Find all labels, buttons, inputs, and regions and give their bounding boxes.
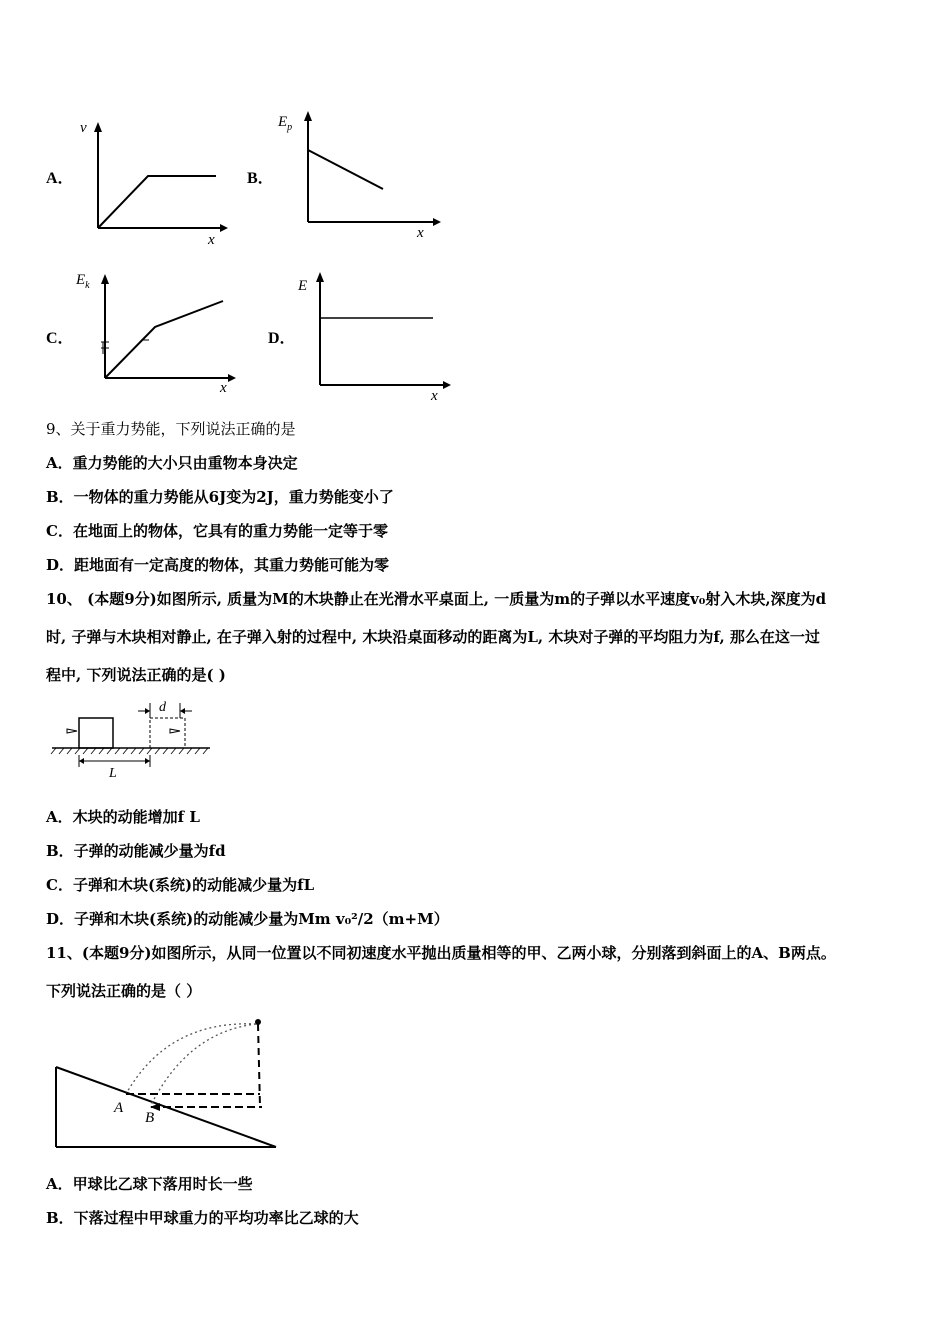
q11-option-a: A．甲球比乙球下落用时长一些 (46, 1175, 253, 1193)
q11-incline-figure (48, 1012, 288, 1157)
graph-option-d-label: D． (268, 330, 296, 347)
q10-option-c: C．子弹和木块(系统)的动能减少量为fL (46, 876, 315, 894)
graph-d-e-x (295, 268, 460, 403)
graph-b-x-label: x (417, 225, 424, 241)
graph-d-x-arrow (443, 381, 451, 389)
graph-d-x-label: x (431, 388, 438, 403)
graph-a-v-x (70, 110, 230, 250)
graph-c-y-arrow (101, 274, 109, 284)
graph-a-x-arrow (220, 224, 228, 232)
graph-c-x-label: x (220, 380, 227, 396)
q10-block-final (150, 718, 185, 748)
graph-option-b-label: B． (247, 170, 274, 187)
q10-stem-line1: 10、 (本题9分)如图所示, 质量为M的木块静止在光滑水平桌面上, 一质量为m的子弹以水平速度v₀射入木块,深度为d (46, 590, 827, 608)
graph-c-ek-x (75, 262, 245, 402)
graph-b-y-label: $E_p$ (278, 114, 293, 133)
graph-c-y-label: $E_k$ (76, 272, 90, 291)
q10-l-arrowhead-right (145, 758, 150, 764)
graph-option-a-label: A． (46, 170, 74, 187)
q11-trajectory-a (126, 1024, 256, 1094)
q10-d-arrowhead-left (145, 708, 150, 714)
q10-d-arrowhead-right (180, 708, 185, 714)
q11-point-a-label: A (114, 1100, 124, 1116)
q9-stem: 9、关于重力势能，下列说法正确的是 (46, 420, 296, 438)
q11-stem-line2: 下列说法正确的是（ ） (46, 982, 202, 1000)
q10-d-label: d (159, 700, 166, 715)
graph-d-y-label: E (298, 278, 308, 294)
q11-option-b: B．下落过程中甲球重力的平均功率比乙球的大 (46, 1209, 359, 1227)
q10-table-hatch (51, 748, 208, 754)
q10-l-label: L (109, 766, 117, 781)
graph-d-y-arrow (316, 272, 324, 282)
graph-b-y-arrow (304, 111, 312, 121)
q10-option-a: A．木块的动能增加f L (46, 808, 200, 826)
q10-l-arrowhead-left (79, 758, 84, 764)
q10-block-initial (79, 718, 113, 748)
q10-bullet-block-figure (50, 695, 220, 785)
q9-option-a: A．重力势能的大小只由重物本身决定 (46, 454, 298, 472)
graph-b-ep-x (275, 105, 445, 245)
q11-trajectory-b (151, 1024, 256, 1105)
q10-stem-line3: 程中, 下列说法正确的是( ) (46, 666, 226, 684)
graph-a-y-arrow (94, 122, 102, 132)
graph-b-curve (308, 150, 383, 189)
q10-bullet-final (170, 729, 180, 733)
graph-a-curve (98, 176, 216, 228)
q10-option-b: B．子弹的动能减少量为fd (46, 842, 226, 860)
graph-option-c-label: C． (46, 330, 74, 347)
q11-point-b-label: B (145, 1110, 155, 1126)
graph-c-curve (105, 301, 223, 378)
q9-option-c: C．在地面上的物体，它具有的重力势能一定等于零 (46, 522, 388, 540)
q10-bullet-initial (67, 729, 77, 733)
q11-stem-line1: 11、(本题9分)如图所示，从同一位置以不同初速度水平抛出质量相等的甲、乙两小球，分别落到斜面上的A、B两点。 (46, 944, 836, 962)
q10-stem-line2: 时, 子弹与木块相对静止, 在子弹入射的过程中, 木块沿桌面移动的距离为L, 木块对子弹的平均阻力为f, 那么在这一过 (46, 628, 820, 646)
graph-c-x-arrow (228, 374, 236, 382)
graph-a-x-label: x (208, 232, 215, 248)
q9-option-d: D．距地面有一定高度的物体，其重力势能可能为零 (46, 556, 390, 574)
graph-b-x-arrow (433, 218, 441, 226)
q9-option-b: B．一物体的重力势能从6J变为2J，重力势能变小了 (46, 488, 394, 506)
q10-option-d: D．子弹和木块(系统)的动能减少量为Mm v₀²/2（m+M） (46, 910, 449, 928)
graph-a-y-label: v (80, 120, 87, 136)
